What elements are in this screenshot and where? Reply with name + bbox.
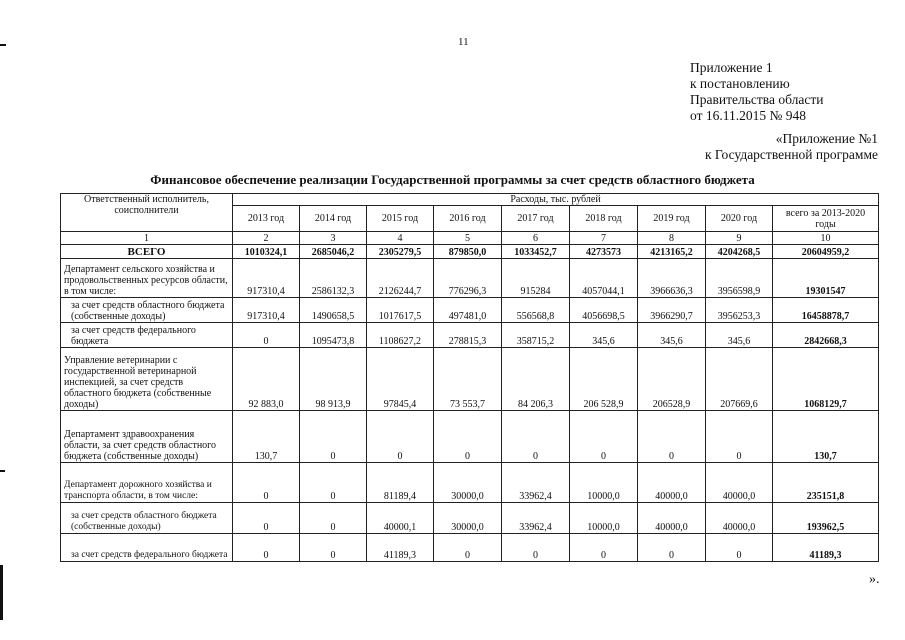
cell-value: 98 913,9 — [300, 348, 367, 411]
row-label: ВСЕГО — [61, 245, 233, 259]
cell-value: 33962,4 — [502, 503, 570, 534]
table-row — [61, 348, 879, 411]
appendix-line: от 16.11.2015 № 948 — [690, 108, 806, 123]
cell-value: 207669,6 — [706, 348, 773, 411]
finance-table — [60, 193, 879, 562]
cell-value: 0 — [706, 534, 773, 562]
appendix-line: Правительства области — [690, 92, 824, 107]
cell-total: 1068129,7 — [773, 348, 879, 411]
year-header: 2016 год — [434, 206, 502, 232]
cell-value: 0 — [233, 323, 300, 348]
col-number: 1 — [61, 232, 233, 245]
col-number: 7 — [570, 232, 638, 245]
row-label: за счет средств федерального бюджета — [61, 534, 233, 562]
cell-value: 2586132,3 — [300, 259, 367, 298]
cell-value: 345,6 — [570, 323, 638, 348]
cell-value: 97845,4 — [367, 348, 434, 411]
year-header: 2015 год — [367, 206, 434, 232]
cell-value: 81189,4 — [367, 463, 434, 503]
scan-edge-mark-bottom — [0, 565, 3, 620]
appendix-line: к постановлению — [690, 76, 790, 91]
cell-total: 16458878,7 — [773, 298, 879, 323]
cell-value: 345,6 — [638, 323, 706, 348]
year-header: всего за 2013-2020 годы — [773, 206, 879, 232]
col-number: 5 — [434, 232, 502, 245]
col-number: 6 — [502, 232, 570, 245]
table-row — [61, 298, 879, 323]
cell-value: 0 — [300, 463, 367, 503]
cell-value: 0 — [570, 534, 638, 562]
table-row — [61, 503, 879, 534]
closing-quote: ». — [869, 572, 880, 587]
scan-edge-mark-mid — [0, 470, 5, 472]
cell-value: 40000,0 — [706, 463, 773, 503]
cell-value: 0 — [367, 411, 434, 463]
year-header: 2020 год — [706, 206, 773, 232]
cell-value: 41189,3 — [367, 534, 434, 562]
cell-value: 0 — [300, 534, 367, 562]
cell-value: 73 553,7 — [434, 348, 502, 411]
appendix2-line: «Приложение №1 — [775, 131, 878, 146]
col-number: 4 — [367, 232, 434, 245]
row-label: за счет средств областного бюджета (собственные доходы) — [61, 503, 233, 534]
cell-value: 915284 — [502, 259, 570, 298]
appendix-header — [690, 60, 823, 124]
cell-value: 776296,3 — [434, 259, 502, 298]
cell-total: 2842668,3 — [773, 323, 879, 348]
cell-value: 10000,0 — [570, 463, 638, 503]
cell-value: 2126244,7 — [367, 259, 434, 298]
cell-value: 1490658,5 — [300, 298, 367, 323]
page-number: 11 — [458, 36, 469, 48]
cell-value: 3966636,3 — [638, 259, 706, 298]
row-label: за счет средств областного бюджета (собственные доходы) — [61, 298, 233, 323]
cell-value: 0 — [638, 411, 706, 463]
scan-edge-mark-top — [0, 44, 6, 46]
col-number: 9 — [706, 232, 773, 245]
year-header: 2014 год — [300, 206, 367, 232]
col-number: 8 — [638, 232, 706, 245]
cell-total: 19301547 — [773, 259, 879, 298]
cell-value: 0 — [502, 411, 570, 463]
header-expenses: Расходы, тыс. рублей — [233, 194, 879, 206]
cell-value: 879850,0 — [434, 245, 502, 259]
table-row — [61, 323, 879, 348]
cell-value: 4057044,1 — [570, 259, 638, 298]
year-header: 2017 год — [502, 206, 570, 232]
cell-value: 4273573 — [570, 245, 638, 259]
program-appendix-header — [705, 131, 878, 163]
cell-value: 2685046,2 — [300, 245, 367, 259]
cell-value: 4204268,5 — [706, 245, 773, 259]
cell-value: 917310,4 — [233, 259, 300, 298]
cell-value: 0 — [233, 534, 300, 562]
table-header-row — [61, 194, 879, 206]
cell-value: 40000,0 — [638, 503, 706, 534]
cell-value: 2305279,5 — [367, 245, 434, 259]
cell-value: 0 — [502, 534, 570, 562]
cell-value: 358715,2 — [502, 323, 570, 348]
cell-total: 235151,8 — [773, 463, 879, 503]
col-number: 2 — [233, 232, 300, 245]
cell-value: 1108627,2 — [367, 323, 434, 348]
cell-value: 556568,8 — [502, 298, 570, 323]
cell-value: 206 528,9 — [570, 348, 638, 411]
year-header: 2018 год — [570, 206, 638, 232]
cell-value: 278815,3 — [434, 323, 502, 348]
cell-value: 917310,4 — [233, 298, 300, 323]
table-row-total — [61, 245, 879, 259]
cell-value: 4213165,2 — [638, 245, 706, 259]
cell-value: 1095473,8 — [300, 323, 367, 348]
appendix2-line: к Государственной программе — [704, 147, 878, 162]
cell-value: 0 — [434, 534, 502, 562]
table-row — [61, 534, 879, 562]
cell-value: 30000,0 — [434, 503, 502, 534]
cell-value: 3966290,7 — [638, 298, 706, 323]
cell-value: 40000,1 — [367, 503, 434, 534]
cell-total: 193962,5 — [773, 503, 879, 534]
cell-value: 345,6 — [706, 323, 773, 348]
cell-value: 33962,4 — [502, 463, 570, 503]
cell-value: 130,7 — [233, 411, 300, 463]
col-number: 3 — [300, 232, 367, 245]
table-row — [61, 463, 879, 503]
cell-value: 0 — [638, 534, 706, 562]
col-number: 10 — [773, 232, 879, 245]
cell-value: 40000,0 — [638, 463, 706, 503]
year-header: 2019 год — [638, 206, 706, 232]
cell-value: 1033452,7 — [502, 245, 570, 259]
cell-value: 3956598,9 — [706, 259, 773, 298]
cell-total: 41189,3 — [773, 534, 879, 562]
cell-value: 84 206,3 — [502, 348, 570, 411]
cell-value: 1010324,1 — [233, 245, 300, 259]
cell-value: 0 — [233, 503, 300, 534]
cell-value: 20604959,2 — [773, 245, 879, 259]
header-executor: Ответственный исполнитель, соисполнители — [61, 194, 233, 232]
cell-value: 0 — [300, 503, 367, 534]
cell-value: 40000,0 — [706, 503, 773, 534]
table-row — [61, 259, 879, 298]
cell-total: 130,7 — [773, 411, 879, 463]
cell-value: 0 — [434, 411, 502, 463]
cell-value: 3956253,3 — [706, 298, 773, 323]
row-label: Департамент здравоохранения области, за счет средств областного бюджета (собственные доходы) — [61, 411, 233, 463]
cell-value: 206528,9 — [638, 348, 706, 411]
row-label: Департамент сельского хозяйства и продовольственных ресурсов области, в том числе: — [61, 259, 233, 298]
cell-value: 0 — [300, 411, 367, 463]
row-label: за счет средств федерального бюджета — [61, 323, 233, 348]
column-number-row — [61, 232, 879, 245]
cell-value: 30000,0 — [434, 463, 502, 503]
row-label: Управление ветеринарии с государственной ветеринарной инспекцией, за счет средств областного бюджета (собственные доходы) — [61, 348, 233, 411]
cell-value: 1017617,5 — [367, 298, 434, 323]
cell-value: 92 883,0 — [233, 348, 300, 411]
cell-value: 0 — [706, 411, 773, 463]
cell-value: 0 — [570, 411, 638, 463]
year-header: 2013 год — [233, 206, 300, 232]
table-row — [61, 411, 879, 463]
document-title: Финансовое обеспечение реализации Государственной программы за счет средств областного бюджета — [150, 172, 755, 187]
row-label: Департамент дорожного хозяйства и транспорта области, в том числе: — [61, 463, 233, 503]
cell-value: 10000,0 — [570, 503, 638, 534]
cell-value: 4056698,5 — [570, 298, 638, 323]
cell-value: 497481,0 — [434, 298, 502, 323]
appendix-line: Приложение 1 — [690, 60, 773, 75]
cell-value: 0 — [233, 463, 300, 503]
